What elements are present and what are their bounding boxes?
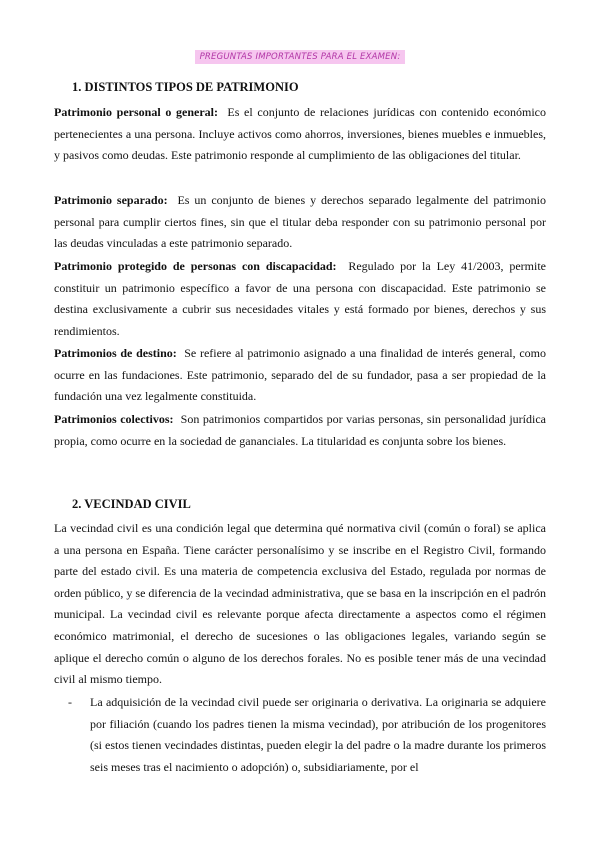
bullet-text: La adquisición de la vecindad civil puede ser originaria o derivativa. La originaria se adquiere por filiación (cuando los padres tienen la misma vecindad), por atribución de los progenitores (si estos tienen vecindades distintas, pueden elegir la del padre o la madre durante los primeros seis meses tras el nacimiento o adopción) o, subsidiariamente, por el — [90, 695, 546, 774]
definition: Se refiere al patrimonio asignado a una finalidad de interés general, como ocurre en las fundaciones. Este patrimonio, separado del de su fundador, pasa a ser propiedad de la fundación una vez legalmente constituida. — [54, 346, 547, 404]
term: Patrimonios colectivos: — [54, 412, 174, 426]
bullet-item — [68, 692, 546, 778]
term: Patrimonio protegido de personas con discapacidad: — [54, 259, 337, 273]
item-patrimonio-separado — [54, 190, 546, 255]
item-patrimonio-personal — [54, 102, 546, 167]
term: Patrimonio separado: — [54, 193, 168, 207]
definition: Regulado por la Ley 41/2003, permite constituir un patrimonio específico a favor de una persona con discapacidad. Este patrimonio se destina exclusivamente a cubrir sus necesidades vitales y está formado por bienes, derechos y sus rendimientos. — [54, 259, 547, 338]
vecindad-intro: La vecindad civil es una condición legal que determina qué normativa civil (común o foral) se aplica a una persona en España. Tiene carácter personalísimo y se inscribe en el Registro Civil, formando parte del estado civil. Es una materia de competencia exclusiva del Estado, regulada por normas de orden público, y se diferencia de la vecindad administrativa, que se basa en la inscripción en el padrón municipal. La vecindad civil es relevante porque afecta directamente a aspectos como el régimen económico matrimonial, el derecho de sucesiones o las obligaciones legales, variando según se aplique el derecho común o alguno de los derechos forales. No es posible tener más de una vecindad civil al mismo tiempo. — [54, 521, 546, 687]
definition: Es un conjunto de bienes y derechos separado legalmente del patrimonio personal para cumplir ciertos fines, sin que el titular deba responder con su patrimonio personal por las deudas vinculadas a este patrimonio separado. — [54, 193, 547, 251]
term: Patrimonio personal o general: — [54, 105, 219, 119]
exam-banner: PREGUNTAS IMPORTANTES PARA EL EXAMEN: — [195, 50, 406, 64]
term: Patrimonios de destino: — [54, 346, 177, 360]
section1-heading: 1. DISTINTOS TIPOS DE PATRIMONIO — [72, 80, 299, 94]
bullet-dash: - — [68, 695, 72, 709]
item-patrimonios-colectivos — [54, 409, 546, 452]
definition: Es el conjunto de relaciones jurídicas con contenido económico pertenecientes a una persona. Incluye activos como ahorros, inversiones, bienes muebles e inmuebles, y pasivos como deudas. Este patrimonio responde al cumplimiento de las obligaciones del titular. — [54, 105, 547, 163]
definition: Son patrimonios compartidos por varias personas, sin personalidad jurídica propia, como ocurre en la sociedad de gananciales. La titularidad es conjunta sobre los bienes. — [54, 412, 546, 448]
item-patrimonios-destino — [54, 343, 546, 408]
section2-heading: 2. VECINDAD CIVIL — [72, 497, 191, 511]
item-patrimonio-protegido — [54, 256, 546, 342]
banner-wrap — [0, 46, 600, 64]
